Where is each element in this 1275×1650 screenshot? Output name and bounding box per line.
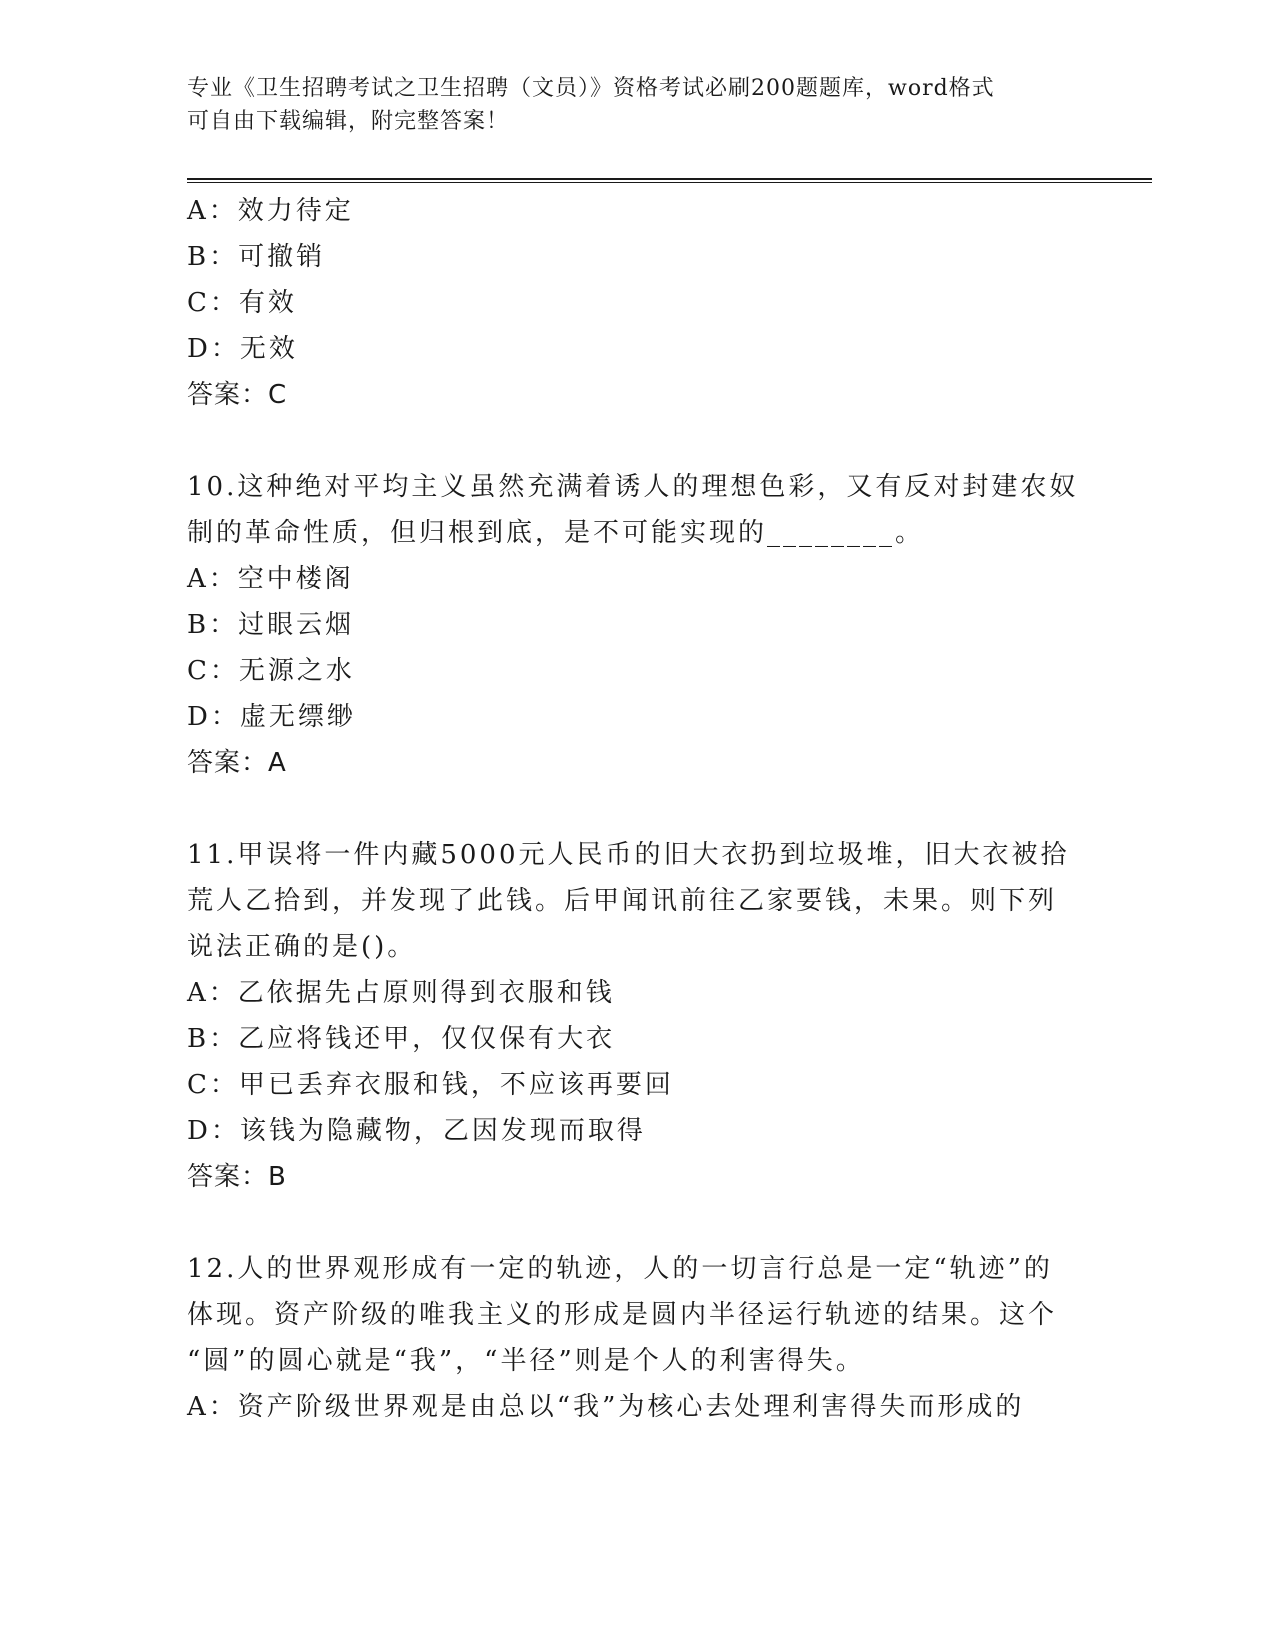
option-c: C：无源之水 — [187, 656, 355, 686]
document-header — [187, 72, 1067, 138]
option-d: D：该钱为隐藏物，乙因发现而取得 — [187, 1116, 646, 1146]
header-divider — [187, 178, 1152, 183]
option-c: C：甲已丢弃衣服和钱，不应该再要回 — [187, 1070, 674, 1100]
answer: 答案：C — [187, 380, 288, 410]
option-b: B：可撤销 — [187, 242, 326, 272]
spacer — [187, 418, 1087, 464]
answer: 答案：B — [187, 1162, 287, 1192]
spacer — [187, 1200, 1087, 1246]
question-9 — [187, 188, 1087, 418]
question-11 — [187, 832, 1087, 1200]
question-stem-line: 制的革命性质，但归根到底，是不可能实现的________。 — [187, 518, 925, 548]
option-a: A：乙依据先占原则得到衣服和钱 — [187, 978, 615, 1008]
option-b: B：乙应将钱还甲，仅仅保有大衣 — [187, 1024, 616, 1054]
option-c: C：有效 — [187, 288, 297, 318]
question-stem-line: 荒人乙拾到，并发现了此钱。后甲闻讯前往乙家要钱，未果。则下列 — [187, 886, 1058, 916]
question-stem-line: 12.人的世界观形成有一定的轨迹，人的一切言行总是一定“轨迹”的 — [187, 1254, 1053, 1284]
question-10 — [187, 464, 1087, 786]
answer: 答案：A — [187, 748, 287, 778]
question-stem-line: 10.这种绝对平均主义虽然充满着诱人的理想色彩，又有反对封建农奴 — [187, 472, 1079, 502]
option-d: D：无效 — [187, 334, 298, 364]
header-line-1: 专业《卫生招聘考试之卫生招聘（文员）》资格考试必刷200题题库，word格式 — [187, 76, 995, 101]
question-stem-line: 11.甲误将一件内藏5000元人民币的旧大衣扔到垃圾堆，旧大衣被拾 — [187, 840, 1070, 870]
option-a: A：效力待定 — [187, 196, 354, 226]
option-d: D：虚无缥缈 — [187, 702, 356, 732]
question-list — [187, 188, 1087, 1430]
question-12 — [187, 1246, 1087, 1430]
question-stem-line: 说法正确的是()。 — [187, 932, 417, 962]
header-line-2: 可自由下载编辑，附完整答案！ — [187, 109, 510, 134]
option-a: A：资产阶级世界观是由总以“我”为核心去处理利害得失而形成的 — [187, 1392, 1025, 1422]
question-stem-line: 体现。资产阶级的唯我主义的形成是圆内半径运行轨迹的结果。这个 — [187, 1300, 1058, 1330]
option-b: B：过眼云烟 — [187, 610, 355, 640]
spacer — [187, 786, 1087, 832]
option-a: A：空中楼阁 — [187, 564, 354, 594]
question-stem-line: “圆”的圆心就是“我”，“半径”则是个人的利害得失。 — [187, 1346, 865, 1376]
